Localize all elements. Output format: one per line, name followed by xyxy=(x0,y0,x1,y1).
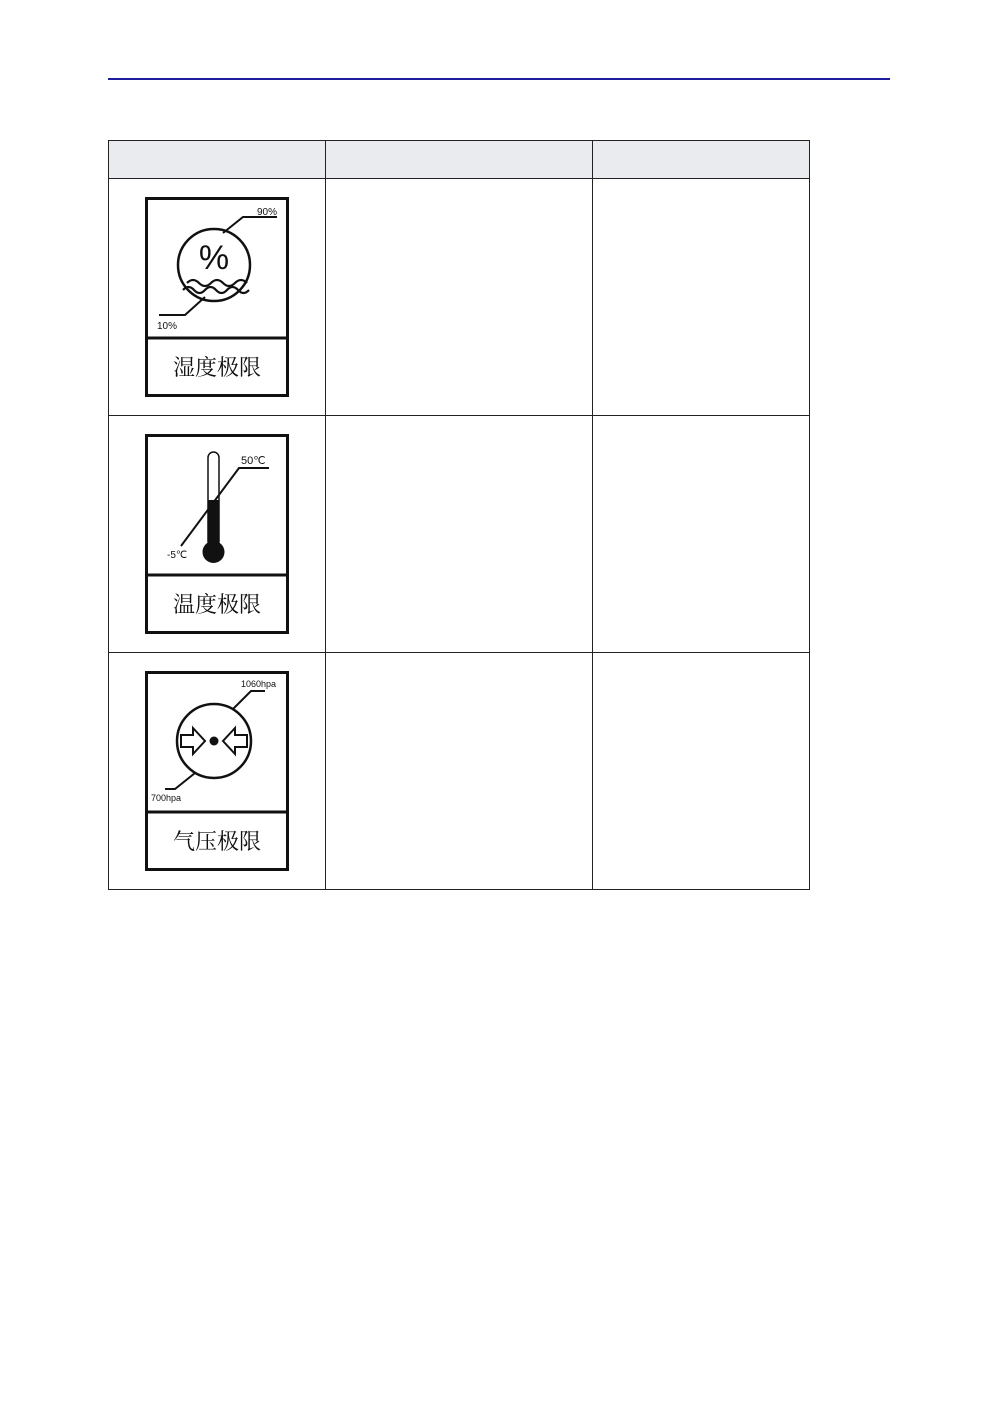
header-cell-notes xyxy=(593,141,810,179)
upper-limit-label: 50℃ xyxy=(240,455,266,467)
percent-glyph: % xyxy=(198,239,230,277)
temperature-limitation-icon xyxy=(145,434,289,634)
symbol-label: 温度极限 xyxy=(172,593,261,618)
table-header-row xyxy=(109,141,810,179)
symbol-label: 湿度极限 xyxy=(172,356,261,381)
description-cell xyxy=(325,179,592,416)
upper-limit-label: 1060hpa xyxy=(240,679,276,689)
symbol-cell xyxy=(109,653,326,890)
table-row xyxy=(109,179,810,416)
symbol-table xyxy=(108,140,810,890)
symbol-label: 气压极限 xyxy=(172,830,261,855)
description-cell xyxy=(325,653,592,890)
notes-cell xyxy=(593,179,810,416)
atmospheric-pressure-limitation-icon xyxy=(145,671,289,871)
notes-cell xyxy=(593,653,810,890)
lower-limit-label: 10% xyxy=(156,321,177,332)
header-rule xyxy=(108,78,890,80)
header-cell-description xyxy=(325,141,592,179)
upper-limit-label: 90% xyxy=(256,207,277,218)
table-row xyxy=(109,653,810,890)
lower-limit-label: -5℃ xyxy=(166,550,188,561)
humidity-limitation-icon xyxy=(145,197,289,397)
symbol-cell xyxy=(109,179,326,416)
notes-cell xyxy=(593,416,810,653)
table-row xyxy=(109,416,810,653)
lower-limit-label: 700hpa xyxy=(150,793,181,803)
header-cell-symbol xyxy=(109,141,326,179)
symbol-cell xyxy=(109,416,326,653)
description-cell xyxy=(325,416,592,653)
